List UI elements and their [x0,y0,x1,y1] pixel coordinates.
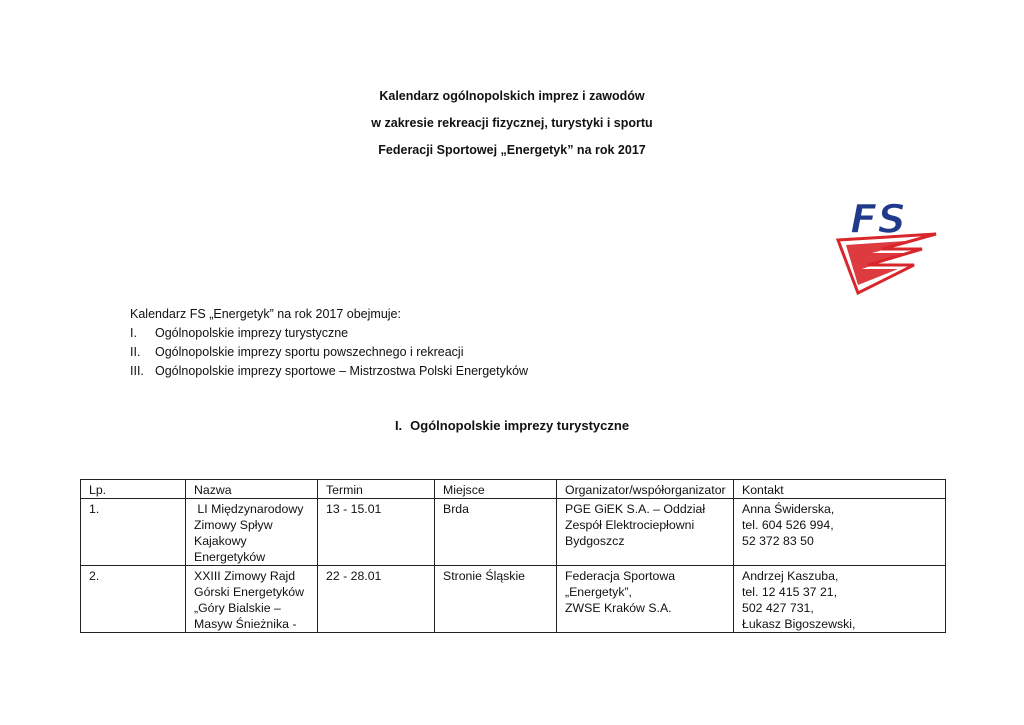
table-row [81,499,946,566]
header-termin: Termin [318,480,435,499]
cell-line: ZWSE Kraków S.A. [565,601,672,615]
cell-line: Federacja Sportowa [565,569,676,583]
cell-line: LI Międzynarodowy [194,502,304,516]
cell-line: Masyw Śnieżnika - [194,617,297,631]
cell-line: Górski Energetyków [194,585,305,599]
cell-termin: 13 - 15.01 [318,499,435,566]
intro-item-number: II. [130,345,141,359]
cell-line: Łukasz Bigoszewski, [742,617,856,631]
cell-line: „Energetyk”, [565,585,632,599]
cell-line: tel. 12 415 37 21, [742,585,838,599]
cell-termin: 22 - 28.01 [318,566,435,633]
cell-line: XXIII Zimowy Rajd [194,569,296,583]
header-kontakt: Kontakt [734,480,946,499]
intro-lead: Kalendarz FS „Energetyk” na rok 2017 obejmuje: [130,307,401,321]
cell-organizator [557,566,734,633]
header-lp: Lp. [81,480,186,499]
cell-line: Kajakowy [194,534,247,548]
table-row [81,566,946,633]
title-line-3: Federacji Sportowej „Energetyk” na rok 2017 [378,143,646,157]
intro-item-text: Ogólnopolskie imprezy sportowe – Mistrzostwa Polski Energetyków [155,364,529,378]
cell-organizator [557,499,734,566]
cell-miejsce: Stronie Śląskie [435,566,557,633]
intro-item-text: Ogólnopolskie imprezy sportu powszechnego i rekreacji [155,345,464,359]
cell-line: Anna Świderska, [742,502,835,516]
intro-item-number: III. [130,364,144,378]
section-heading [0,418,1024,433]
cell-line: Energetyków [194,550,266,564]
intro-item [130,324,528,343]
intro-item-number: I. [130,326,137,340]
cell-line: Andrzej Kaszuba, [742,569,839,583]
cell-line: tel. 604 526 994, [742,518,834,532]
events-table [80,479,946,633]
intro-item [130,362,528,381]
cell-kontakt [734,499,946,566]
section-title: Ogólnopolskie imprezy turystyczne [410,418,630,433]
cell-kontakt [734,566,946,633]
cell-line: Zespół Elektrociepłowni [565,518,695,532]
table-header-row [81,480,946,499]
cell-nazwa [186,566,318,633]
cell-nazwa [186,499,318,566]
header-miejsce: Miejsce [435,480,557,499]
header-nazwa: Nazwa [186,480,318,499]
title-line-1: Kalendarz ogólnopolskich imprez i zawodów [379,89,645,103]
logo-letters: FS [850,197,907,243]
intro-item [130,343,528,362]
cell-line: PGE GiEK S.A. – Oddział [565,502,706,516]
cell-line: 52 372 83 50 [742,534,814,548]
cell-line: Zimowy Spływ [194,518,273,532]
header-organizator: Organizator/współorganizator [557,480,734,499]
intro-list [130,305,528,381]
section-number: I. [394,418,403,433]
fs-energetyk-logo [836,193,940,295]
intro-item-text: Ogólnopolskie imprezy turystyczne [155,326,349,340]
cell-line: Bydgoszcz [565,534,625,548]
cell-line: 502 427 731, [742,601,814,615]
cell-line: „Góry Bialskie – [194,601,281,615]
cell-miejsce: Brda [435,499,557,566]
cell-lp: 2. [81,566,186,633]
title-line-2: w zakresie rekreacji fizycznej, turystyki i sportu [371,116,653,130]
cell-lp: 1. [81,499,186,566]
